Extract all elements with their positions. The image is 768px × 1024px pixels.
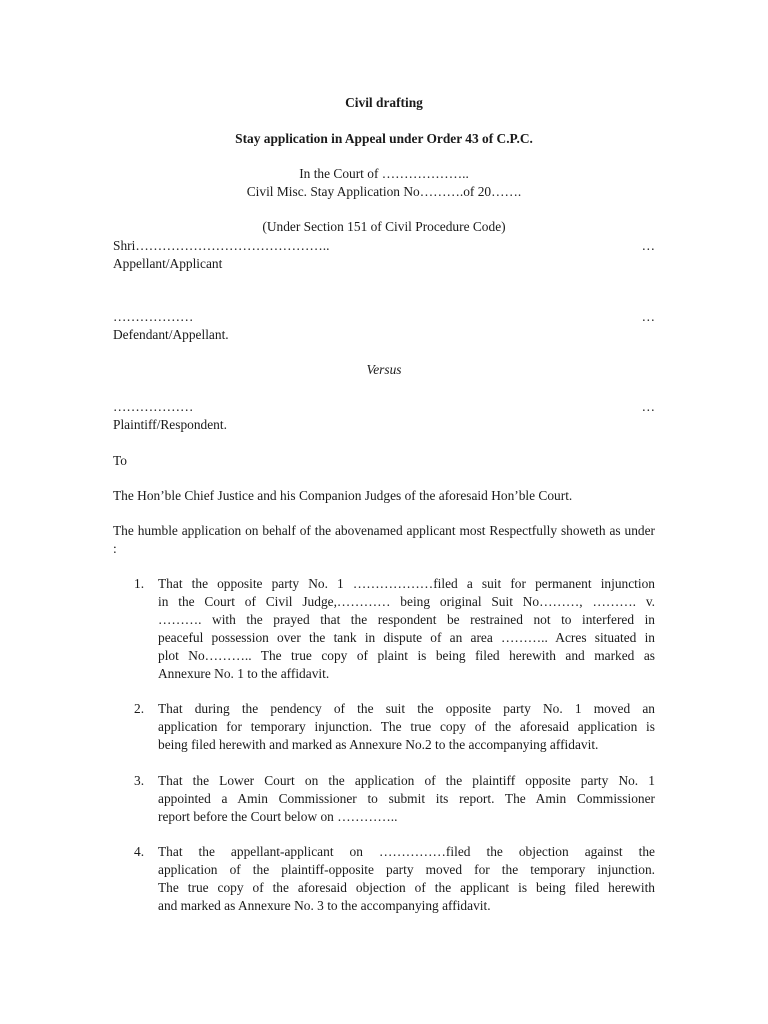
to-label: To: [113, 453, 127, 468]
item-line: The true copy of the aforesaid objection of the applicant is being filed herewith: [158, 880, 655, 895]
item-line: That during the pendency of the suit the opposite party No. 1 moved an: [158, 701, 655, 716]
party2-name: ………………: [113, 309, 194, 324]
misc-application-line: Civil Misc. Stay Application No……….of 20…….: [246, 184, 522, 199]
list-item: [113, 575, 655, 683]
item-line: application of the plaintiff-opposite party moved for the temporary injunction.: [158, 862, 655, 877]
list-item: [113, 700, 655, 754]
addressee-line: The Hon’ble Chief Justice and his Companion Judges of the aforesaid Hon’ble Court.: [113, 488, 573, 503]
party2-role: Defendant/Appellant.: [113, 327, 229, 342]
party1-line: [113, 237, 655, 255]
item-line: in the Court of Civil Judge,………… being original Suit No………, ………. v.: [158, 594, 655, 609]
item-number: 4.: [134, 844, 145, 859]
party3-dots: …: [641, 399, 655, 414]
party3-role: Plaintiff/Respondent.: [113, 417, 227, 432]
party1-dots: …: [641, 238, 655, 253]
item-number: 1.: [134, 576, 145, 591]
court-line: In the Court of ………………..: [299, 166, 469, 181]
section-line: (Under Section 151 of Civil Procedure Code): [262, 219, 506, 234]
item-line: That the Lower Court on the application of the plaintiff opposite party No. 1: [158, 773, 655, 788]
item-number: 2.: [134, 701, 145, 716]
list-item: [113, 843, 655, 915]
item-line: report before the Court below on …………..: [158, 809, 398, 824]
versus-label: Versus: [366, 362, 402, 377]
party3-name: ………………: [113, 399, 194, 414]
item-number: 3.: [134, 773, 145, 788]
item-line: That the opposite party No. 1 ………………filed a suit for permanent injunction: [158, 576, 655, 591]
item-line: application for temporary injunction. The true copy of the aforesaid application is: [158, 719, 655, 734]
item-line: being filed herewith and marked as Annexure No.2 to the accompanying affidavit.: [158, 737, 599, 752]
intro-paragraph: The humble application on behalf of the abovenamed applicant most Respectfully showeth as under :: [113, 523, 655, 556]
item-line: That the appellant-applicant on ……………filed the objection against the: [158, 844, 655, 859]
document-heading: Civil drafting: [345, 95, 423, 110]
item-line: ………. with the prayed that the respondent be restrained not to interfered in: [158, 612, 655, 627]
party1-name: Shri……………………………………..: [113, 238, 330, 253]
item-line: appointed a Amin Commissioner to submit its report. The Amin Commissioner: [158, 791, 655, 806]
list-item: [113, 772, 655, 826]
item-line: plot No……….. The true copy of plaint is being filed herewith and marked as: [158, 648, 655, 663]
item-line: Annexure No. 1 to the affidavit.: [158, 666, 330, 681]
party2-dots: …: [641, 309, 655, 324]
party2-line: [113, 308, 655, 326]
party3-line: [113, 398, 655, 416]
item-line: peaceful possession over the tank in dispute of an area ……….. Acres situated in: [158, 630, 655, 645]
document-subheading: Stay application in Appeal under Order 43 of C.P.C.: [235, 131, 533, 146]
party1-role: Appellant/Applicant: [113, 256, 223, 271]
item-line: and marked as Annexure No. 3 to the accompanying affidavit.: [158, 898, 491, 913]
